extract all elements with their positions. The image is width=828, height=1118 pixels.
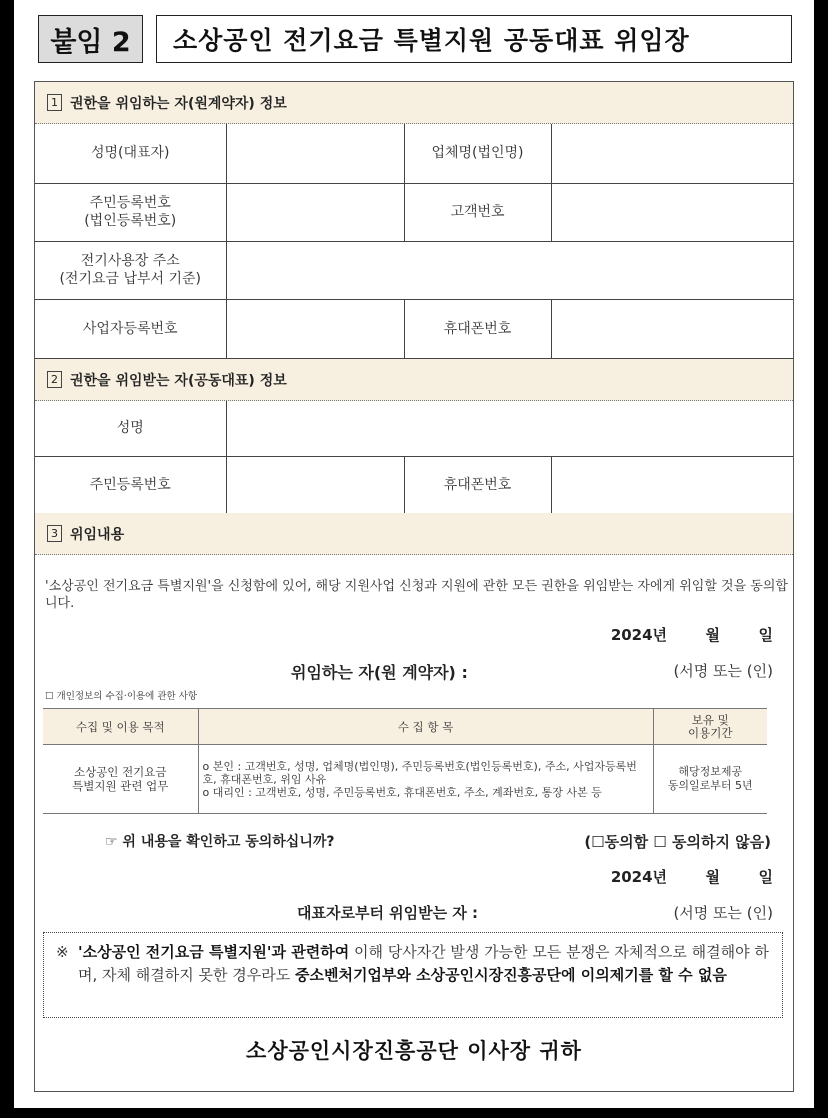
privacy-table [43,708,767,814]
delegation-date [611,624,773,645]
section1-number: 1 [47,94,62,111]
business-number-field[interactable] [226,299,404,358]
resident-number-field[interactable] [226,183,404,241]
consent-question: ☞ 위 내용을 확인하고 동의하십니까? [105,834,335,850]
delegate-info-table [35,401,793,514]
table-row [35,299,793,358]
section3-title: 위임내용 [70,526,125,543]
delegate-signature-label: 대표자로부터 위임받는 자 : [297,904,479,922]
date-year: 2024년 [610,868,668,886]
privacy-header-retention: 보유 및 이용기간 [653,709,767,745]
notice-text: 이해 당사자간 발생 가능한 모든 분쟁은 자체적으로 해결해야 하며, 자체 해결하지 못한 경우라도 [78,943,769,984]
table-row [35,241,793,299]
delegate-resident-number-field[interactable] [226,456,404,513]
customer-number-label: 고객번호 [404,183,551,241]
section3-number: 3 [47,525,62,542]
section1-title: 권한을 위임하는 자(원계약자) 정보 [70,95,287,112]
business-number-label: 사업자등록번호 [35,299,226,358]
delegator-signature-label: 위임하는 자(원 계약자) : [291,663,468,682]
customer-number-field[interactable] [551,183,793,241]
table-row [35,456,793,513]
section2-title: 권한을 위임받는 자(공동대표) 정보 [70,372,287,389]
company-label: 업체명(법인명) [404,124,551,183]
consent-options[interactable]: (☐동의함 ☐ 동의하지 않음) [584,833,771,851]
company-field[interactable] [551,124,793,183]
notice-bold-1: '소상공인 전기요금 특별지원'과 관련하여 [78,943,350,961]
delegation-statement: '소상공인 전기요금 특별지원'을 신청함에 있어, 해당 지원사업 신청과 지원에 관한 모든 권한을 위임받는 자에게 위임할 것을 동의합니다. [45,579,788,611]
privacy-header-purpose: 수집 및 이용 목적 [43,709,198,745]
privacy-item-agent: o 대리인 : 고객번호, 성명, 주민등록번호, 휴대폰번호, 주소, 계좌번호, 통장 사본 등 [202,785,602,799]
mobile-label: 휴대폰번호 [404,299,551,358]
delegate-resident-number-label: 주민등록번호 [35,456,226,513]
date-month: 월 [705,868,721,886]
reference-mark: ※ [56,943,69,961]
attachment-tag: 붙임 2 [38,15,143,63]
date-month: 월 [705,626,721,644]
section3-header [35,513,793,555]
notice-bold-2: 중소벤처기업부와 소상공인시장진흥공단에 이의제기를 할 수 없음 [294,966,727,984]
form-frame [34,81,794,1092]
delegate-mobile-field[interactable] [551,456,793,513]
delegator-info-table [35,124,793,359]
table-row [35,183,793,241]
privacy-header-items: 수 집 항 목 [198,709,653,745]
table-row [35,124,793,183]
name-label: 성명(대표자) [35,124,226,183]
delegate-name-field[interactable] [226,401,793,456]
section1-header [35,82,793,124]
document-title: 소상공인 전기요금 특별지원 공동대표 위임장 [156,15,792,63]
mobile-field[interactable] [551,299,793,358]
table-row [35,401,793,456]
delegate-signature-field[interactable]: (서명 또는 (인) [673,904,773,922]
dispute-notice [43,932,783,1018]
address-field[interactable] [226,241,793,299]
name-field[interactable] [226,124,404,183]
consent-date [611,866,773,887]
delegate-mobile-label: 휴대폰번호 [404,456,551,513]
date-year: 2024년 [610,626,668,644]
privacy-purpose: 소상공인 전기요금 특별지원 관련 업무 [43,745,198,814]
addressee: 소상공인시장진흥공단 이사장 귀하 [246,1039,582,1063]
date-day: 일 [758,868,773,886]
delegate-name-label: 성명 [35,401,226,456]
delegator-signature-field[interactable]: (서명 또는 (인) [673,662,773,680]
resident-number-label: 주민등록번호 (법인등록번호) [35,183,226,241]
address-label: 전기사용장 주소 (전기요금 납부서 기준) [35,241,226,299]
privacy-item-self: o 본인 : 고객번호, 성명, 업체명(법인명), 주민등록번호(법인등록번호), 주소, 사업자등록번호, 휴대폰번호, 위임 사유 [202,759,637,786]
privacy-items [198,745,653,814]
table-row [43,745,767,814]
table-row [43,709,767,745]
privacy-section-title: ☐ 개인정보의 수집·이용에 관한 사항 [45,691,198,702]
document-page [14,0,814,1108]
section2-header [35,359,793,401]
date-day: 일 [758,626,773,644]
section2-number: 2 [47,371,62,388]
privacy-retention: 해당정보제공 동의일로부터 5년 [653,745,767,814]
